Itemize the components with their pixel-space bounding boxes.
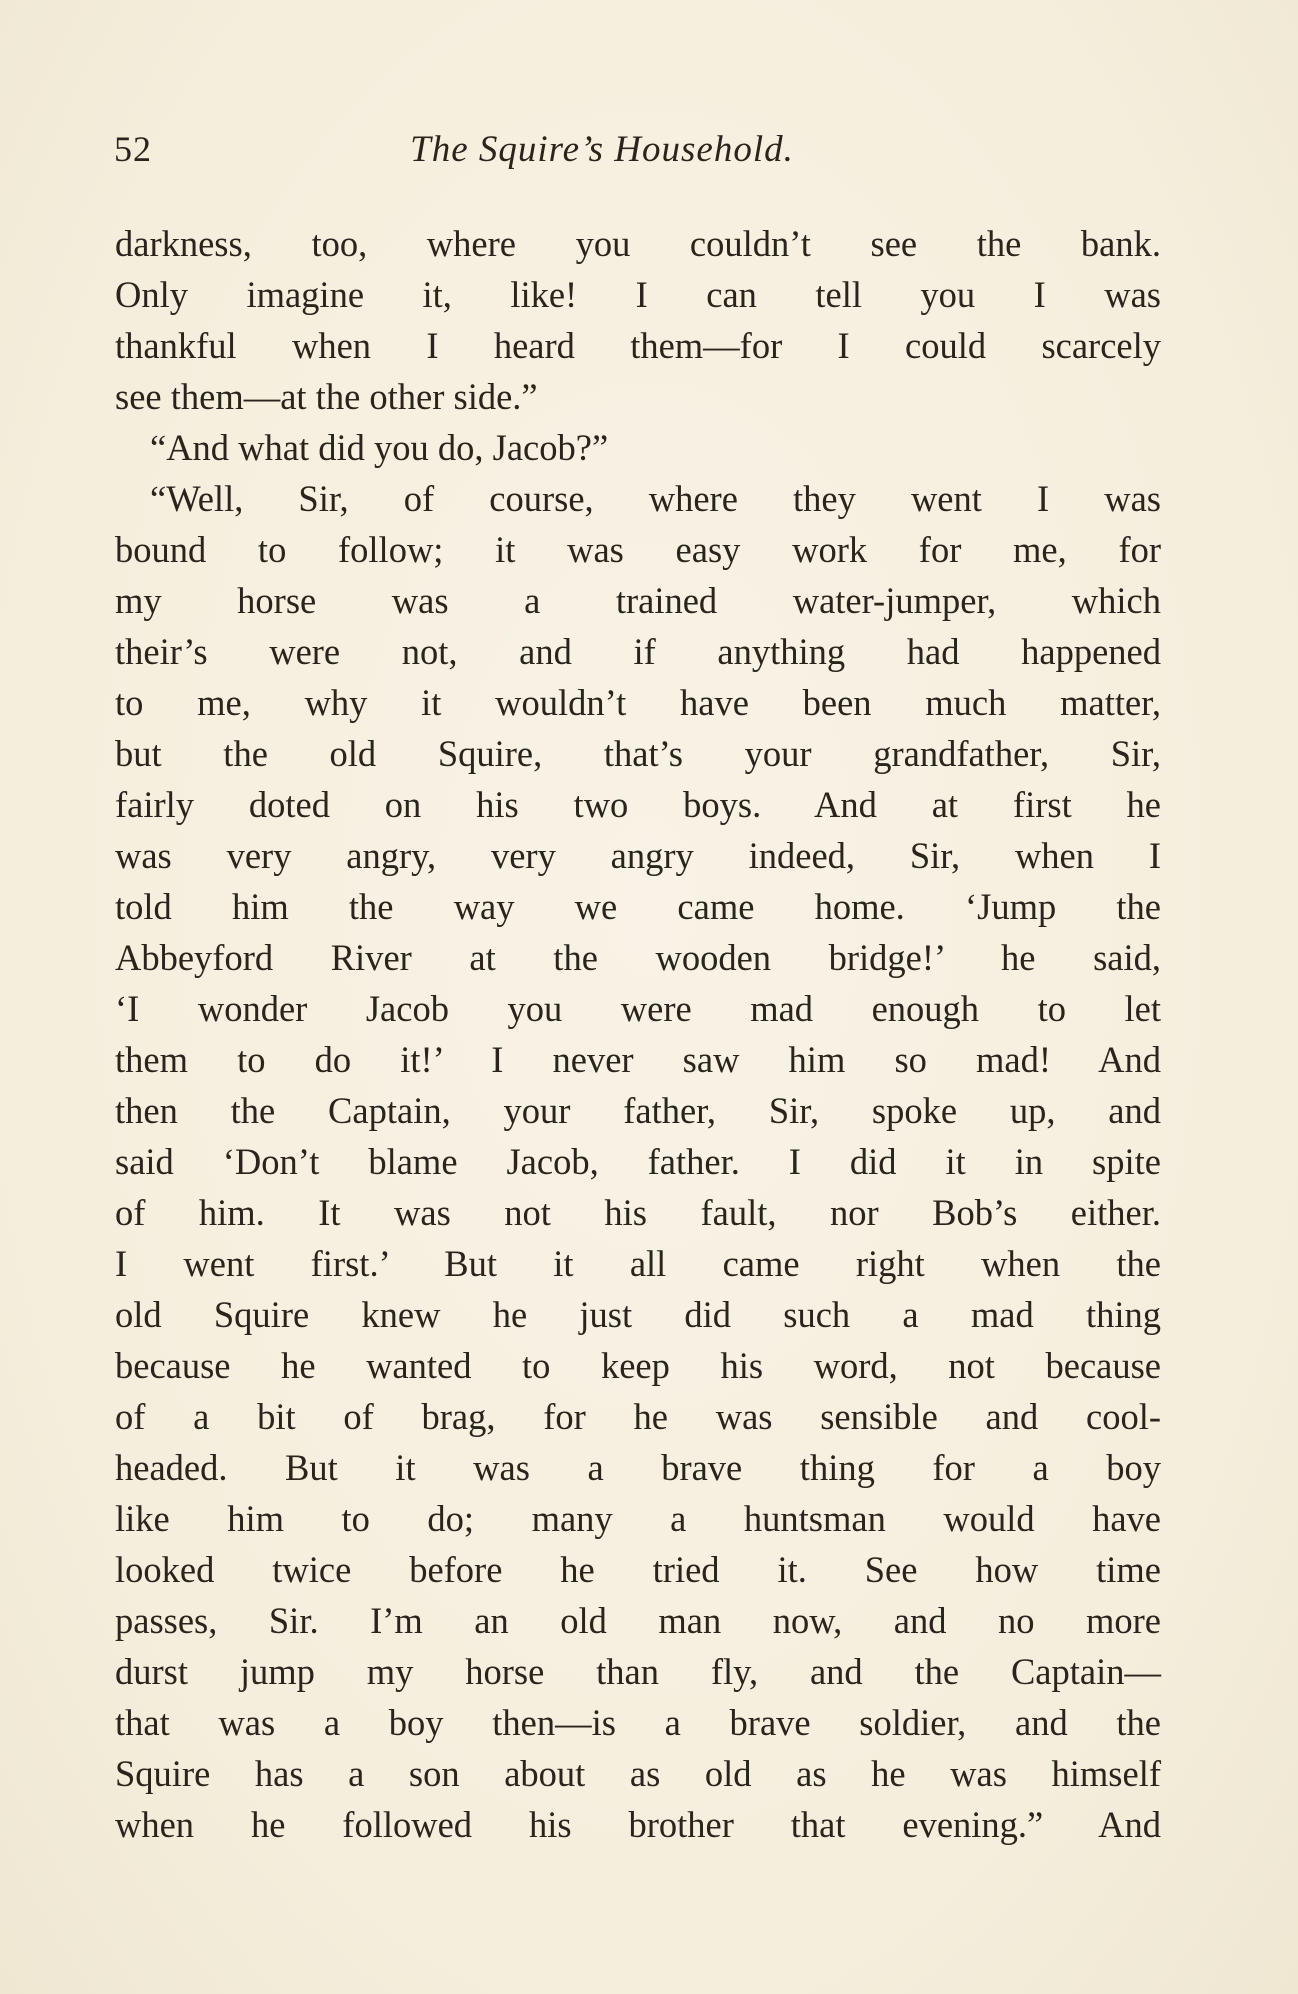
text-line: fairly doted on his two boys. And at first he	[115, 784, 1161, 825]
text-line: “And what did you do, Jacob?”	[150, 427, 609, 468]
text-line: then the Captain, your father, Sir, spoke up, and	[115, 1090, 1161, 1131]
text-line: looked twice before he tried it. See how time	[115, 1549, 1161, 1590]
text-line: that was a boy then—is a brave soldier, and the	[115, 1702, 1161, 1743]
text-line: “Well, Sir, of course, where they went I was	[150, 478, 1161, 519]
text-line: of a bit of brag, for he was sensible and cool-	[115, 1396, 1161, 1437]
text-line: like him to do; many a huntsman would have	[115, 1498, 1161, 1539]
text-line: thankful when I heard them—for I could scarcely	[115, 325, 1161, 366]
text-line: headed. But it was a brave thing for a boy	[115, 1447, 1161, 1488]
text-line: told him the way we came home. ‘Jump the	[115, 886, 1161, 927]
text-line: old Squire knew he just did such a mad thing	[115, 1294, 1161, 1335]
text-line: my horse was a trained water-jumper, which	[115, 580, 1161, 621]
text-line: Abbeyford River at the wooden bridge!’ he said,	[115, 937, 1161, 978]
running-head	[114, 128, 1160, 178]
text-line: passes, Sir. I’m an old man now, and no more	[115, 1600, 1161, 1641]
text-line: Squire has a son about as old as he was himself	[115, 1753, 1161, 1794]
text-line: bound to follow; it was easy work for me, for	[115, 529, 1161, 570]
text-line: of him. It was not his fault, nor Bob’s either.	[115, 1192, 1161, 1233]
text-line: ‘I wonder Jacob you were mad enough to let	[115, 988, 1161, 1029]
text-line: was very angry, very angry indeed, Sir, when I	[115, 835, 1161, 876]
page-number: 52	[114, 129, 152, 169]
text-line: Only imagine it, like! I can tell you I was	[115, 274, 1161, 315]
text-line: when he followed his brother that evening.” And	[115, 1804, 1161, 1845]
text-line: I went first.’ But it all came right when the	[115, 1243, 1161, 1284]
body-text	[115, 218, 1161, 1850]
text-line: to me, why it wouldn’t have been much matter,	[115, 682, 1161, 723]
running-title: The Squire’s Household.	[410, 129, 794, 170]
text-line: but the old Squire, that’s your grandfather, Sir,	[115, 733, 1161, 774]
text-line: their’s were not, and if anything had happened	[115, 631, 1161, 672]
text-line: durst jump my horse than fly, and the Captain—	[115, 1651, 1161, 1692]
text-line: see them—at the other side.”	[115, 376, 538, 417]
text-line: because he wanted to keep his word, not because	[115, 1345, 1161, 1386]
text-line: darkness, too, where you couldn’t see the bank.	[115, 223, 1161, 264]
text-line: said ‘Don’t blame Jacob, father. I did it in spite	[115, 1141, 1161, 1182]
text-line: them to do it!’ I never saw him so mad! And	[115, 1039, 1161, 1080]
